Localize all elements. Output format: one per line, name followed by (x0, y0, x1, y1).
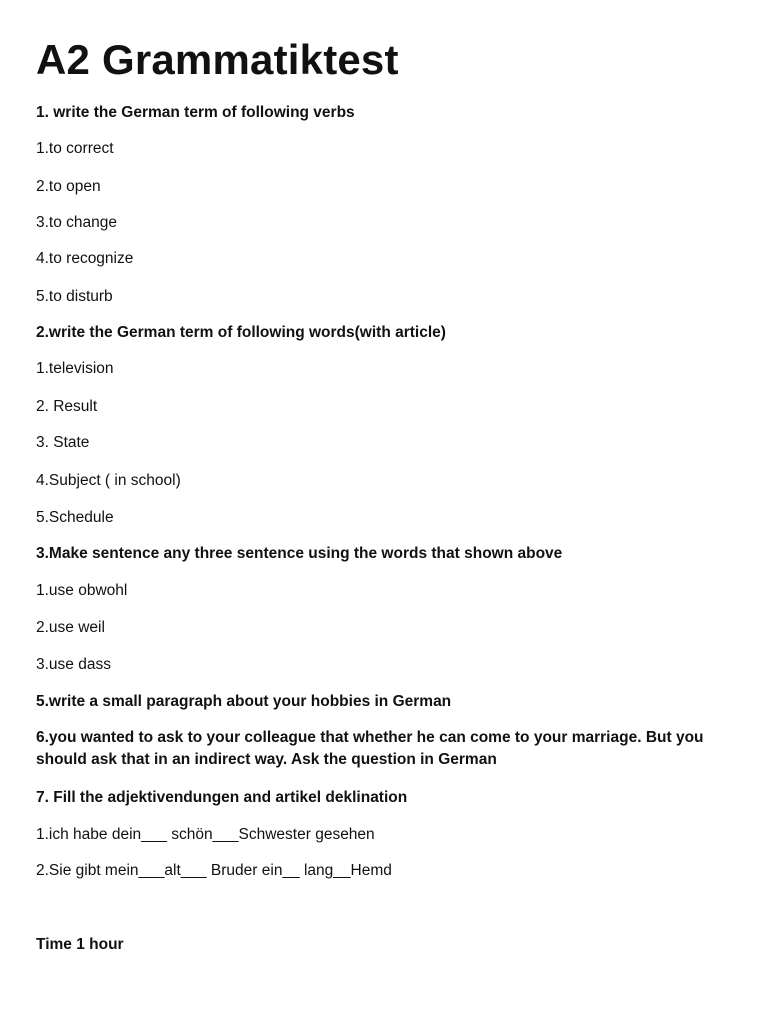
section-1-item-1: 1.to correct (36, 140, 114, 157)
section-2-item-5: 5.Schedule (36, 509, 114, 526)
section-1-heading: 1. write the German term of following verbs (36, 104, 355, 121)
section-1-item-2: 2.to open (36, 178, 101, 195)
section-7-heading: 7. Fill the adjektivendungen and artikel deklination (36, 789, 408, 806)
section-6-heading: 6.you wanted to ask to your colleague that whether he can come to your marriage. But you should ask that in an indirect way. Ask the question in German (36, 729, 704, 768)
section-1-item-3: 3.to change (36, 214, 118, 231)
section-3-item-1: 1.use obwohl (36, 582, 128, 599)
section-3-item-3: 3.use dass (36, 656, 111, 673)
page-title: A2 Grammatiktest (36, 36, 399, 83)
section-2-heading: 2.write the German term of following words(with article) (36, 324, 446, 341)
section-2-item-4: 4.Subject ( in school) (36, 472, 181, 489)
section-2-item-3: 3. State (36, 434, 90, 451)
section-5-heading: 5.write a small paragraph about your hobbies in German (36, 693, 452, 710)
section-7-item-2: 2.Sie gibt mein___alt___ Bruder ein__ lang__Hemd (36, 862, 392, 879)
section-1-item-4: 4.to recognize (36, 250, 134, 267)
section-2-item-2: 2. Result (36, 398, 98, 415)
section-1-item-5: 5.to disturb (36, 288, 113, 305)
section-3-heading: 3.Make sentence any three sentence using the words that shown above (36, 545, 563, 562)
section-7-item-1: 1.ich habe dein___ schön___Schwester gesehen (36, 826, 375, 843)
section-2-item-1: 1.television (36, 360, 114, 377)
section-3-item-2: 2.use weil (36, 619, 105, 636)
time-limit: Time 1 hour (36, 936, 124, 953)
